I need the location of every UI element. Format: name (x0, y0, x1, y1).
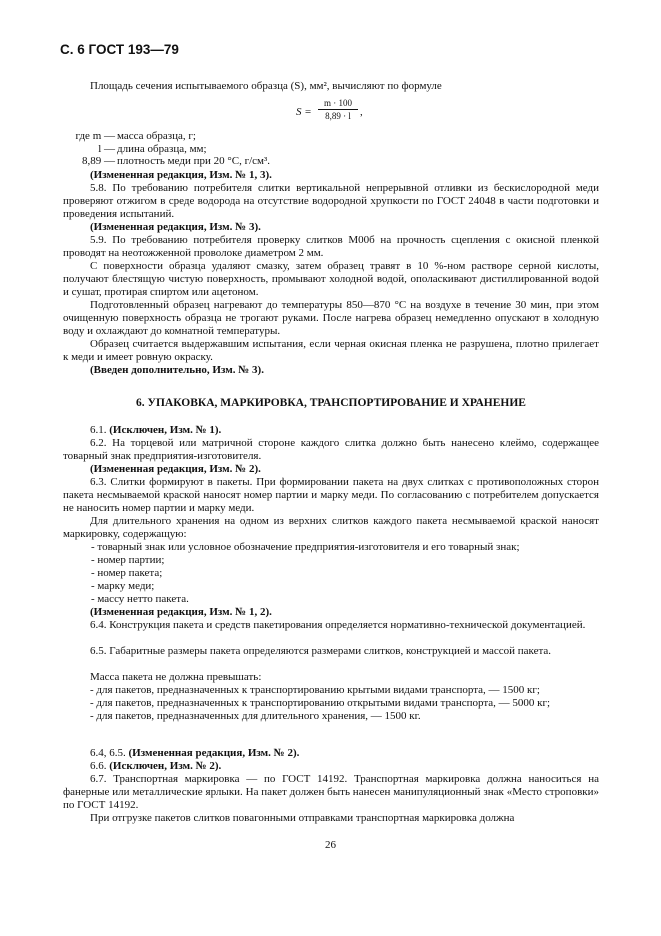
formula-comma: , (360, 106, 363, 118)
clause-6-3: 6.3. Слитки формируют в пакеты. При формировании пакета на двух слитках с противоположных сторон пакета несмываемой краской наносят номер партии и марку меди. По согласованию с потребителем допускается не наносить номер партии и марку меди. (63, 476, 599, 514)
clause-6-6 (63, 760, 599, 773)
definition-text: масса образца, г; (117, 130, 196, 142)
clause-6-2: 6.2. На торцевой или матричной стороне каждого слитка должно быть нанесено клеймо, содержащее товарный знак предприятия-изготовителя. (63, 437, 599, 462)
clause-6-4-6-5 (63, 747, 599, 760)
intro-text: Площадь сечения испытываемого образца (S), мм², вычисляют по формуле (90, 80, 442, 92)
clause-excluded-note: (Исключен, Изм. № 2). (109, 760, 222, 772)
clause-pass-criteria: Образец считается выдержавшим испытания, если черная окисная пленка не разрушена, плотно прилегает к меди и имеет ровную окраску. (63, 338, 599, 363)
marking-list (91, 541, 599, 606)
list-item: - номер пакета; (91, 566, 163, 579)
amendment-note: (Измененная редакция, Изм. № 2). (128, 747, 300, 759)
amendment-note: (Введен дополнительно, Изм. № 3). (90, 364, 264, 376)
list-item: - товарный знак или условное обозначение предприятия-изготовителя и его товарный знак; (91, 541, 520, 553)
clause-number: 6.4, 6.5. (90, 747, 126, 759)
page-number: 26 (325, 839, 336, 851)
mass-list (63, 684, 599, 723)
definition-symbol: 8,89 — (82, 155, 115, 168)
definition-symbol: l — (98, 142, 115, 155)
formula-lhs: S = (296, 106, 312, 118)
clause-surface-prep: С поверхности образца удаляют смазку, затем образец травят в 10 %-ном растворе серной кислоты, получают блестящую чистую поверхность, промывают холодной водой, ополаскивают дистиллированной водой и сушат, протирая спиртом или ацетоном. (63, 260, 599, 298)
list-item: - номер партии; (91, 553, 165, 566)
clause-storage-marking: Для длительного хранения на одном из верхних слитков каждого пакета несмываемой краской наносят маркировку, содержащую: (63, 515, 599, 540)
clause-6-5: 6.5. Габаритные размеры пакета определяются размерами слитков, конструкцией и массой пакета. (90, 645, 552, 657)
clause-6-7: 6.7. Транспортная маркировка — по ГОСТ 14192. Транспортная маркировка должна наноситься на фанерные или металлические ярлыки. На пакет должен быть нанесен манипуляционный знак «Место строповки» по ГОСТ 14192. (63, 773, 599, 811)
clause-mass-limit: Масса пакета не должна превышать: (90, 671, 262, 683)
clause-number: 6.6. (90, 760, 107, 772)
formula-denominator: 8,89 · l (325, 111, 351, 121)
area-formula (296, 98, 416, 126)
list-item: - массу нетто пакета. (91, 592, 189, 605)
definition-text: плотность меди при 20 °С, г/см³. (117, 155, 271, 168)
clause-6-4: 6.4. Конструкция пакета и средств пакетирования определяется нормативно-технической документацией. (90, 619, 586, 631)
clause-heating: Подготовленный образец нагревают до температуры 850—870 °С на воздухе в течение 30 мин, при этом очищенную поверхность образца не трогают руками. После нагрева образец немедленно опускают в холодную воду и охлаждают до комнатной температуры. (63, 299, 599, 337)
amendment-note: (Измененная редакция, Изм. № 1, 2). (90, 606, 272, 618)
section-title: 6. УПАКОВКА, МАРКИРОВКА, ТРАНСПОРТИРОВАНИЕ И ХРАНЕНИЕ (136, 397, 526, 409)
list-item: - для пакетов, предназначенных к транспортированию крытыми видами транспорта, — 1500 кг; (90, 684, 540, 696)
page-header: С. 6 ГОСТ 193—79 (60, 42, 179, 57)
amendment-note: (Измененная редакция, Изм. № 1, 3). (90, 169, 272, 181)
list-item: - марку меди; (91, 579, 155, 592)
clause-6-1 (63, 424, 599, 437)
definition-symbol: где m — (75, 130, 115, 142)
clause-5-9: 5.9. По требованию потребителя проверку слитков М00б на прочность сцепления с окисной пленкой проводят на неотожженной проволоке диаметром 2 мм. (63, 234, 599, 259)
formula-numerator: m · 100 (318, 98, 358, 110)
clause-5-8: 5.8. По требованию потребителя слитки вертикальной непрерывной отливки из бескислородной меди проверяют отжигом в среде водорода на отсутствие водородной хрупкости по ГОСТ 24048 в части подготовки и проведения испытаний. (63, 182, 599, 220)
list-item: - для пакетов, предназначенных к транспортированию открытыми видами транспорта, — 5000 кг; (90, 696, 551, 709)
list-item: - для пакетов, предназначенных для длительного хранения, — 1500 кг. (90, 709, 421, 722)
definition-text: длина образца, мм; (117, 142, 207, 155)
amendment-note: (Измененная редакция, Изм. № 2). (90, 463, 261, 475)
amendment-note: (Измененная редакция, Изм. № 3). (90, 221, 261, 233)
clause-excluded-note: (Исключен, Изм. № 1). (109, 424, 222, 436)
clause-shipment: При отгрузке пакетов слитков повагонными отправками транспортная маркировка должна (90, 812, 515, 824)
clause-number: 6.1. (90, 424, 107, 436)
formula-fraction (318, 98, 358, 121)
